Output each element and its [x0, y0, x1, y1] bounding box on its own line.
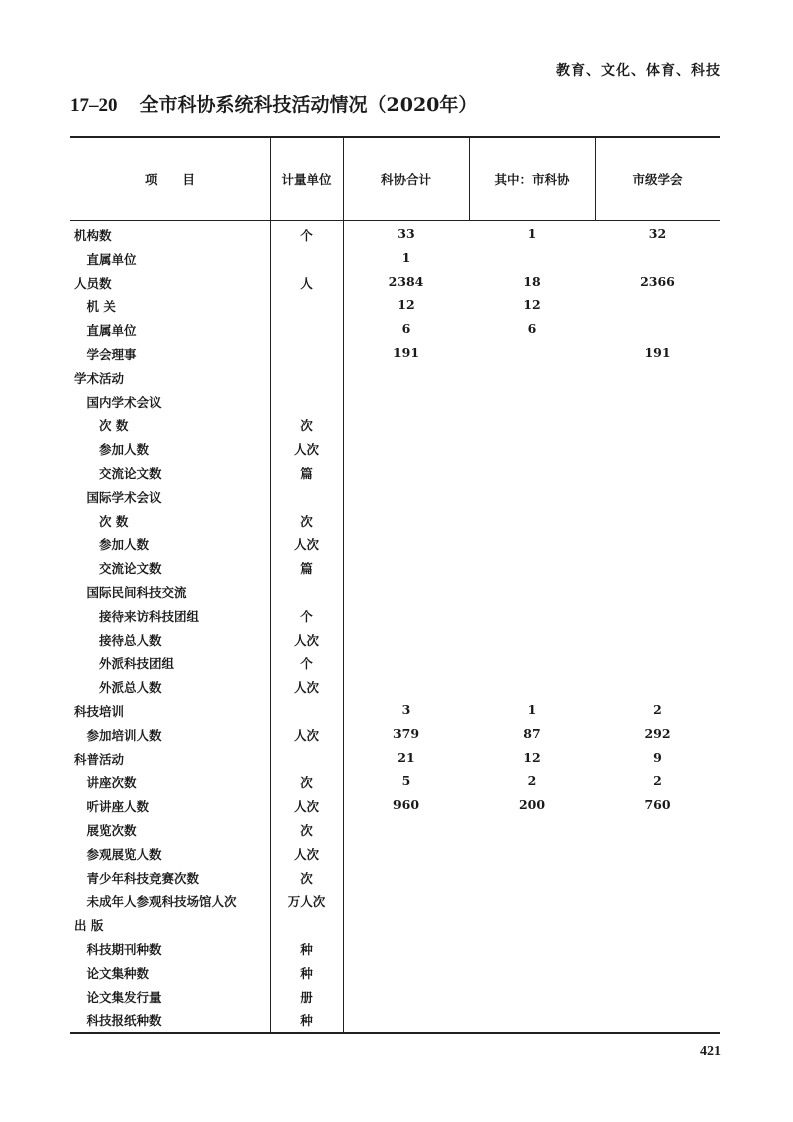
- row-unit: 人: [300, 275, 313, 291]
- row-label: 青少年科技竞赛次数: [74, 870, 200, 886]
- table-row: [70, 841, 720, 865]
- row-value-city: 12: [523, 749, 541, 765]
- row-label: 参观展览人数: [74, 846, 162, 862]
- row-value-city: 6: [527, 321, 537, 337]
- row-unit: 万人次: [287, 894, 326, 910]
- table-row: [70, 912, 720, 936]
- row-unit: 人次: [293, 799, 319, 815]
- table-row: [70, 460, 720, 484]
- row-unit: 人次: [293, 442, 319, 458]
- table-row: [70, 270, 720, 294]
- row-label: 论文集种数: [74, 965, 150, 981]
- row-label: 科技培训: [74, 704, 125, 719]
- row-label: 科技期刊种数: [74, 942, 162, 957]
- row-value-total: 12: [397, 297, 415, 313]
- table-row: [70, 412, 720, 436]
- table-row: [70, 817, 720, 841]
- row-label: 人员数: [74, 275, 112, 291]
- row-label: 交流论文数: [74, 466, 162, 481]
- row-value-city: 87: [523, 725, 541, 741]
- table-row: [70, 222, 720, 246]
- table-row: [70, 698, 720, 722]
- row-value-society: 9: [653, 749, 662, 765]
- row-label: 未成年人参观科技场馆人次: [74, 894, 237, 910]
- table-row: [70, 246, 720, 270]
- row-label: 直属单位: [74, 323, 137, 339]
- row-unit: 册: [300, 989, 313, 1005]
- row-unit: 次: [300, 823, 313, 838]
- table-row: [70, 793, 720, 817]
- table-row: [70, 650, 720, 674]
- table-row: [70, 936, 720, 960]
- row-unit: 人次: [293, 680, 319, 696]
- row-unit: 人次: [293, 632, 319, 648]
- table-row: [70, 508, 720, 532]
- row-value-total: 3: [401, 702, 411, 717]
- page-number: 421: [700, 1044, 721, 1059]
- row-value-city: 2: [527, 773, 537, 789]
- row-label: 参加人数: [74, 442, 150, 458]
- table-row: [70, 746, 720, 770]
- table-row: [70, 627, 720, 651]
- row-value-society: 2: [653, 702, 662, 717]
- table-row: [70, 389, 720, 413]
- row-value-total: 33: [397, 226, 415, 241]
- row-value-total: 960: [392, 797, 420, 813]
- row-unit: 种: [300, 1013, 313, 1029]
- row-unit: 个: [300, 608, 313, 624]
- row-value-society: 191: [644, 345, 671, 360]
- row-unit: 人次: [293, 537, 319, 553]
- row-label: 讲座次数: [74, 775, 137, 791]
- row-value-total: 5: [401, 773, 411, 789]
- row-value-city: 1: [527, 702, 537, 717]
- table-row: [70, 579, 720, 603]
- table-row: [70, 722, 720, 746]
- row-value-city: 18: [523, 273, 541, 289]
- row-label: 机 关: [74, 299, 116, 315]
- table-row: [70, 293, 720, 317]
- row-value-society: 2: [653, 773, 662, 789]
- row-label: 参加人数: [74, 537, 150, 553]
- row-value-total: 1: [401, 249, 411, 265]
- row-label: 参加培训人数: [74, 727, 162, 743]
- row-label: 论文集发行量: [74, 989, 162, 1005]
- table-row: [70, 984, 720, 1008]
- row-label: 交流论文数: [74, 561, 162, 577]
- row-value-society: 760: [644, 797, 671, 813]
- row-value-total: 6: [401, 321, 411, 337]
- row-value-city: 1: [527, 226, 537, 241]
- row-label: 外派科技团组: [74, 656, 175, 672]
- table-row: [70, 436, 720, 460]
- row-value-city: 12: [523, 297, 541, 313]
- table-row: [70, 531, 720, 555]
- row-label: 次 数: [74, 513, 129, 529]
- column-header-city: 其中：市科协: [494, 172, 570, 187]
- row-value-society: 32: [648, 226, 667, 241]
- row-value-total: 21: [397, 749, 415, 765]
- row-unit: 人次: [293, 846, 319, 862]
- row-value-total: 379: [392, 725, 420, 741]
- table-bottom-rule: [70, 1032, 720, 1034]
- row-unit: 次: [300, 870, 313, 886]
- row-value-city: 200: [518, 797, 546, 813]
- column-header-unit: 计量单位: [281, 172, 332, 187]
- table-row: [70, 674, 720, 698]
- row-label: 次 数: [74, 418, 129, 434]
- row-label: 国际学术会议: [74, 489, 162, 505]
- table-row: [70, 555, 720, 579]
- table-row: [70, 317, 720, 341]
- row-value-society: 292: [644, 725, 671, 741]
- row-label: 展览次数: [74, 823, 137, 838]
- table-row: [70, 888, 720, 912]
- table-row: [70, 484, 720, 508]
- table-title-text: 全市科协系统科技活动情况（2020年）: [139, 94, 478, 116]
- row-unit: 篇: [300, 466, 313, 481]
- row-label: 学术活动: [74, 370, 125, 386]
- table-number: 17–20: [70, 95, 118, 116]
- table-row: [70, 341, 720, 365]
- row-unit: 人次: [293, 727, 319, 743]
- table-row: [70, 1007, 720, 1031]
- table-row: [70, 769, 720, 793]
- row-unit: 种: [300, 942, 313, 957]
- row-unit: 个: [300, 228, 313, 243]
- row-value-society: 2366: [640, 273, 675, 289]
- row-label: 国内学术会议: [74, 394, 162, 410]
- row-unit: 个: [300, 656, 313, 672]
- table-title: [70, 90, 477, 117]
- table-row: [70, 365, 720, 389]
- row-label: 接待总人数: [74, 632, 162, 648]
- row-label: 接待来访科技团组: [74, 608, 200, 624]
- row-label: 国际民间科技交流: [74, 585, 187, 600]
- row-unit: 种: [300, 965, 313, 981]
- table-row: [70, 603, 720, 627]
- column-header-society: 市级学会: [632, 172, 683, 187]
- row-label: 科技报纸种数: [74, 1013, 162, 1029]
- row-label: 外派总人数: [74, 680, 162, 696]
- row-unit: 次: [300, 513, 313, 529]
- table-row: [70, 865, 720, 889]
- column-header-item: 项 目: [144, 172, 195, 187]
- row-label: 听讲座人数: [74, 799, 150, 815]
- section-header: 教育、文化、体育、科技: [556, 63, 721, 79]
- row-value-total: 191: [392, 345, 420, 360]
- row-unit: 次: [300, 418, 313, 434]
- row-value-total: 2384: [388, 273, 424, 289]
- row-label: 学会理事: [74, 347, 137, 362]
- row-label: 出 版: [74, 918, 104, 934]
- row-label: 直属单位: [74, 251, 137, 267]
- row-unit: 篇: [300, 561, 313, 577]
- row-unit: 次: [300, 775, 313, 791]
- row-label: 机构数: [74, 228, 112, 243]
- table-row: [70, 960, 720, 984]
- column-header-total: 科协合计: [380, 172, 431, 187]
- row-label: 科普活动: [74, 751, 125, 767]
- table-header-rule: [70, 220, 720, 221]
